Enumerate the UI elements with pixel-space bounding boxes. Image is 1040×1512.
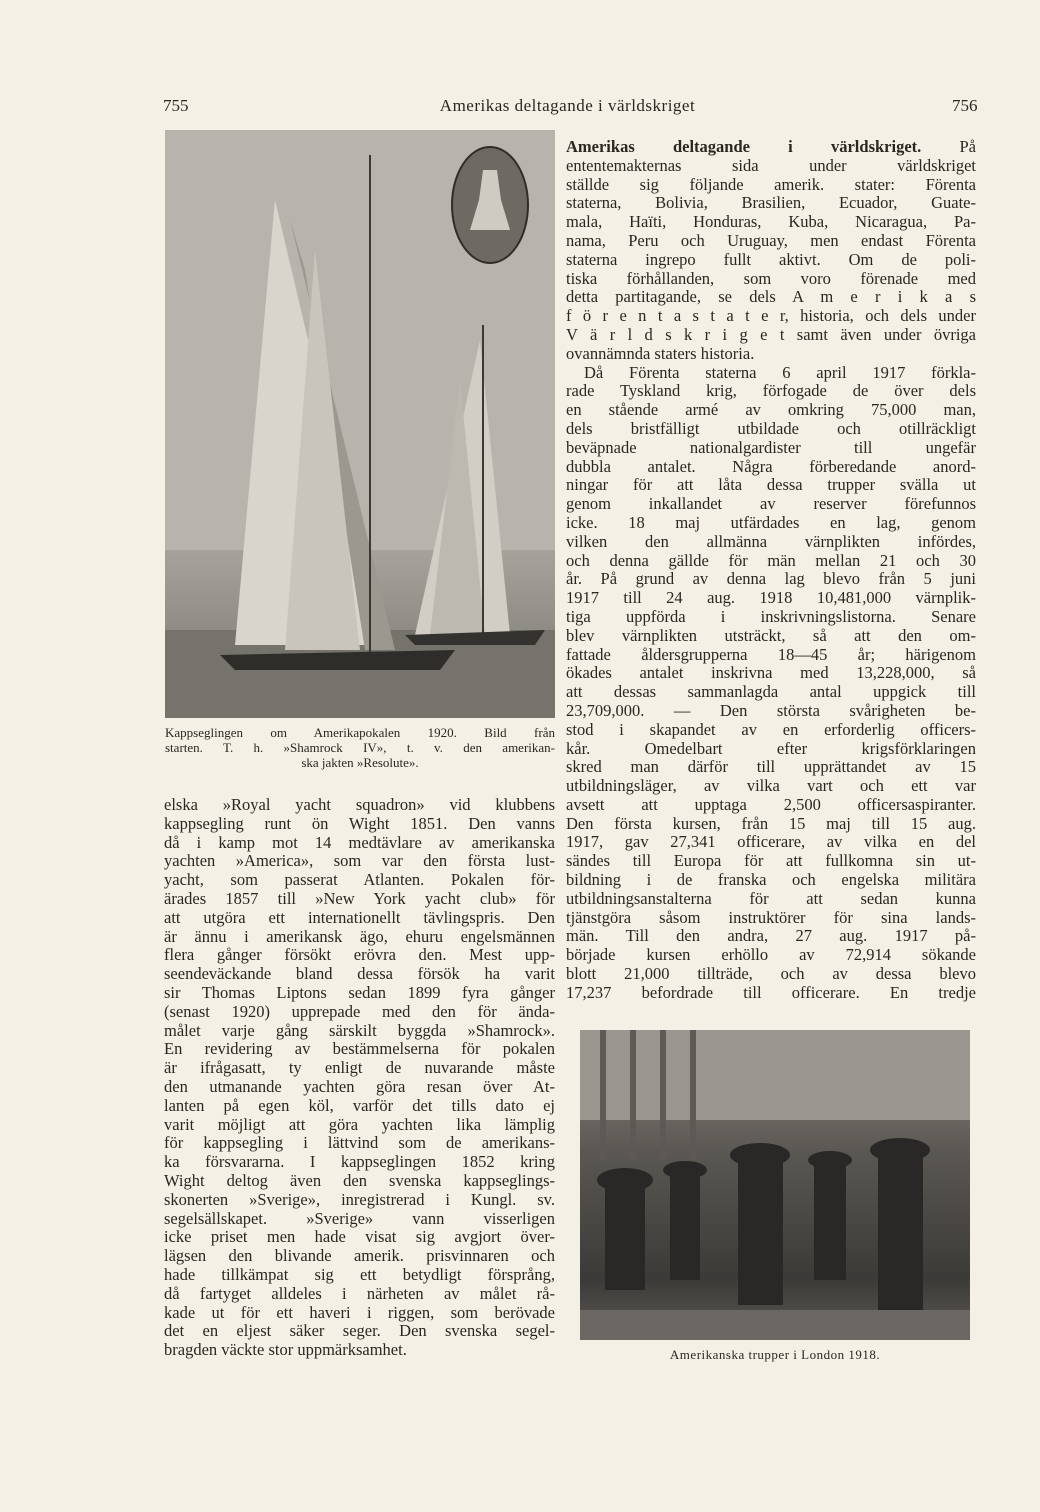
- text-line: detta partitagande, se dels A m e r i k a s: [566, 288, 976, 307]
- text-line: målet varje gång särskilt byggda »Shamrock».: [164, 1021, 555, 1040]
- text-line: hade tillkämpat sig ett betydligt försprång,: [164, 1265, 555, 1284]
- sailing-yachts-illustration: [165, 130, 555, 718]
- text-line: sir Thomas Liptons sedan 1899 fyra gånger: [164, 983, 555, 1002]
- text-line: Den första kursen, från 15 maj till 15 aug.: [566, 814, 976, 833]
- text-line: tiga uppförda i inskrivningslistorna. Senare: [566, 607, 976, 626]
- text-line: utbildningsanstalterna för att sedan kunna: [566, 889, 976, 908]
- text-line: ka försvararna. I kappseglingen 1852 kring: [164, 1153, 555, 1172]
- text-line: 23,709,000. — Den största svårigheten be-: [566, 701, 976, 720]
- text-line: 1917, gav 27,341 officerare, av vilka en del: [566, 833, 976, 852]
- text-line: 17,237 befordrade till officerare. En tredje: [566, 983, 976, 1002]
- right-text-column: [566, 138, 976, 1003]
- text-line: skonerten »Sverige», inregistrerad i Kungl. sv.: [164, 1190, 555, 1209]
- page-number-right: 756: [952, 96, 978, 115]
- text-line: blev värnplikten utsträckt, så att den om-: [566, 626, 976, 645]
- text-line: 1917 till 24 aug. 1918 10,481,000 värnplik-: [566, 589, 976, 608]
- text-line: Wight deltog även den svenska kappseglings-: [164, 1171, 555, 1190]
- text-line: att utgöra ett internationellt tävlingspris. Den: [164, 908, 555, 927]
- text-line: ställde sig följande amerik. stater: Förenta: [566, 175, 976, 194]
- text-line: genom inkallandet av reserver förefunnos: [566, 495, 976, 514]
- text-line: blott 21,000 tillträde, och av dessa blevo: [566, 965, 976, 984]
- text-line: f ö r e n t a s t a t e r, historia, och dels under: [566, 307, 976, 326]
- text-line: en stående armé av omkring 75,000 man,: [566, 401, 976, 420]
- text-line: icke priset men hade visat sig avgjort över-: [164, 1228, 555, 1247]
- text-line: nama, Peru och Uruguay, men endast Förenta: [566, 231, 976, 250]
- troops-photo-caption: Amerikanska trupper i London 1918.: [669, 1347, 881, 1362]
- running-header-title: Amerikas deltagande i världskriget: [439, 96, 696, 115]
- text-line: och denna gällde för män mellan 21 och 30: [566, 551, 976, 570]
- text-line: ententemakternas sida under världskriget: [566, 156, 976, 175]
- text-line: lanten på egen köl, varför det tills dato ej: [164, 1096, 555, 1115]
- text-line: dels bristfälligt utbildade och otillräckligt: [566, 419, 976, 438]
- text-line: ovannämnda staters historia.: [566, 344, 755, 363]
- text-line: flera gånger försökt erövra den. Mest upp-: [164, 946, 555, 965]
- article-heading-line: [566, 138, 976, 157]
- text-line: (senast 1920) upprepade med den för ända-: [164, 1002, 555, 1021]
- marching-troops-illustration: [580, 1030, 970, 1340]
- left-text-column: [164, 796, 555, 1360]
- text-line: utbildningsläger, av vilka vart och ett var: [566, 777, 976, 796]
- yacht-race-photo: [165, 130, 555, 718]
- text-line: En revidering av bestämmelserna för pokalen: [164, 1040, 555, 1059]
- text-line: kappsegling runt ön Wight 1851. Den vanns: [164, 814, 555, 833]
- article-heading: Amerikas deltagande i världskriget.: [566, 138, 922, 156]
- text-line: bildning i de franska och engelska militära: [566, 871, 976, 890]
- text-line: ökades antalet inskrivna med 13,228,000, så: [566, 664, 976, 683]
- text-line: den utmanande yachten göra resan över At-: [164, 1077, 555, 1096]
- text-line: för kappsegling i lättvind som de amerikans-: [164, 1134, 555, 1153]
- text-line: beväpnade nationalgardister till ungefär: [566, 438, 976, 457]
- caption-line: starten. T. h. »Shamrock IV», t. v. den amerikan-: [165, 740, 555, 755]
- text-line: staterna, Bolivia, Brasilien, Ecuador, Guate-: [566, 194, 976, 213]
- text-line: stod i skapandet av en erforderlig officers-: [566, 720, 976, 739]
- text-line: är ifrågasatt, ty enligt de nuvarande måste: [164, 1059, 555, 1078]
- text-line: att dessas sammanlagda antal uppgick till: [566, 683, 976, 702]
- text-line: tjänstgöra såsom instruktörer för sina lands-: [566, 908, 976, 927]
- text-line: kade ut för ett haveri i riggen, som berövade: [164, 1303, 555, 1322]
- text-line: började kursen erhöllo av 72,914 sökande: [566, 946, 976, 965]
- text-line: ärades 1857 till »New York yacht club» för: [164, 889, 555, 908]
- text-line: mala, Haïti, Honduras, Kuba, Nicaragua, Pa-: [566, 213, 976, 232]
- text-line: icke. 18 maj utfärdades en lag, genom: [566, 513, 976, 532]
- text-line: då fartyget alldeles i närheten av målet rå-: [164, 1284, 555, 1303]
- text-line: dubbla antalet. Några förberedande anord-: [566, 457, 976, 476]
- text-line: yacht, som passerat Atlanten. Pokalen för-: [164, 871, 555, 890]
- text-line: bragden väckte stor uppmärksamhet.: [164, 1341, 407, 1360]
- text-line: ningar för att låta dessa trupper svälla ut: [566, 476, 976, 495]
- text-line: rade Tyskland krig, förfogade de över dels: [566, 382, 976, 401]
- caption-line: Kappseglingen om Amerikapokalen 1920. Bild från: [165, 725, 555, 740]
- heading-continuation: På: [921, 138, 976, 156]
- text-line: Då Förenta staterna 6 april 1917 förkla-: [584, 363, 976, 382]
- text-line: V ä r l d s k r i g e t samt även under övriga: [566, 325, 976, 344]
- text-line: män. Till den andra, 27 aug. 1917 på-: [566, 927, 976, 946]
- text-line: då i kamp mot 14 medtävlare av amerikanska: [164, 833, 555, 852]
- text-line: staterna ingrepo fullt aktivt. Om de poli-: [566, 250, 976, 269]
- text-line: skred man därför till upprättandet av 15: [566, 758, 976, 777]
- text-line: är ännu i amerikansk ägo, ehuru engelsmännen: [164, 927, 555, 946]
- text-line: seendeväckande bland dessa försök ha varit: [164, 965, 555, 984]
- text-line: lägsen den blivande amerik. prisvinnaren och: [164, 1247, 555, 1266]
- caption-line: ska jakten »Resolute».: [301, 755, 419, 770]
- text-line: avsett att upptaga 2,500 officersaspiranter.: [566, 795, 976, 814]
- text-line: vilken den allmänna värnplikten infördes,: [566, 532, 976, 551]
- page-number-left: 755: [163, 96, 189, 115]
- troops-photo: [580, 1030, 970, 1340]
- text-line: yachten »America», som var den första lust-: [164, 852, 555, 871]
- text-line: kår. Omedelbart efter krigsförklaringen: [566, 739, 976, 758]
- text-line: elska »Royal yacht squadron» vid klubbens: [164, 796, 555, 814]
- text-line: sändes till Europa för att fullkomna sin ut-: [566, 852, 976, 871]
- text-line: tiska förhållanden, som voro förenade med: [566, 269, 976, 288]
- yacht-photo-caption: [165, 725, 555, 770]
- text-line: varit möjligt att göra yachten lika lämplig: [164, 1115, 555, 1134]
- text-line: år. På grund av denna lag blevo från 5 juni: [566, 570, 976, 589]
- text-line: det en eljest säker seger. Den svenska segel-: [164, 1322, 555, 1341]
- text-line: fattade åldersgrupperna 18—45 år; härigenom: [566, 645, 976, 664]
- text-line: segelsällskapet. »Sverige» vann visserligen: [164, 1209, 555, 1228]
